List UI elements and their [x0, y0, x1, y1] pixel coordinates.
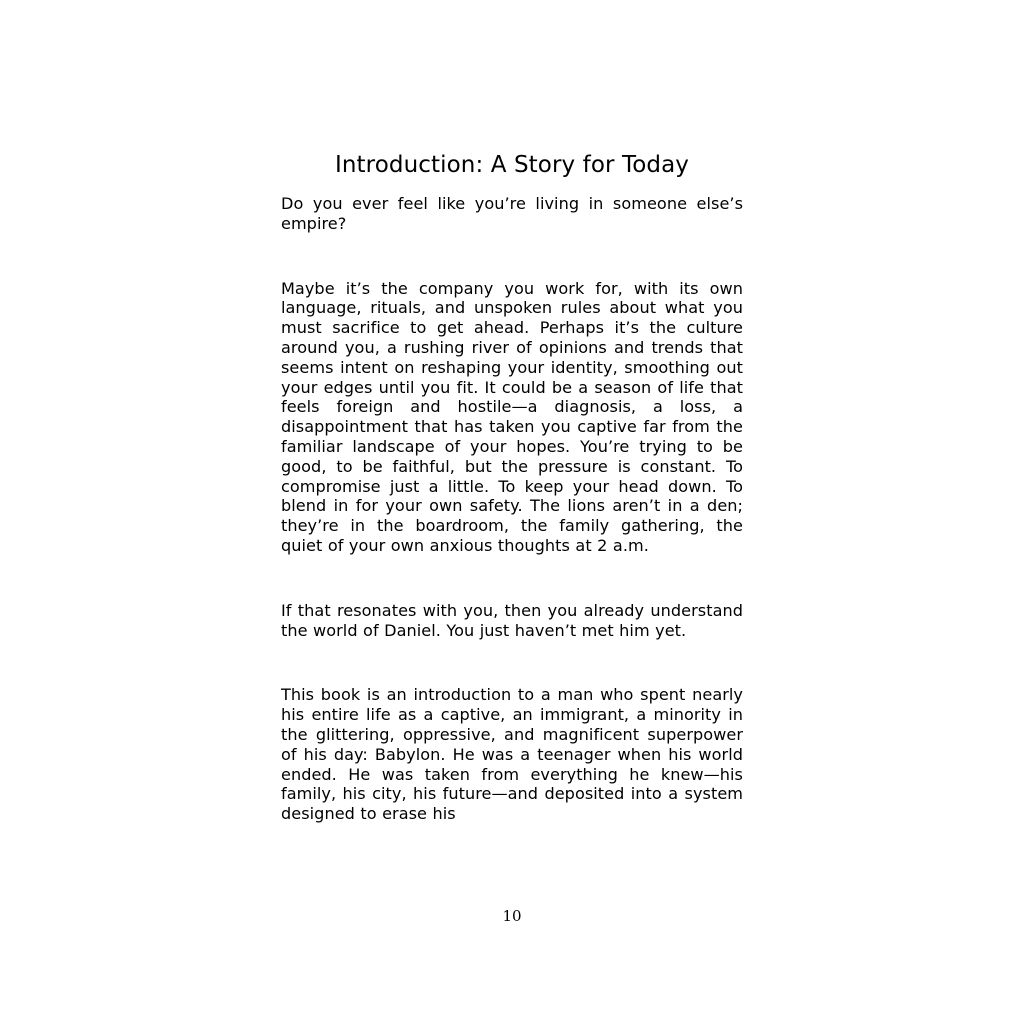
- chapter-title: Introduction: A Story for Today: [334, 152, 689, 178]
- page-body: [281, 150, 743, 824]
- paragraph-opening-question: Do you ever feel like you’re living in someone else’s empire?: [281, 194, 743, 233]
- paragraph-spacer: [281, 234, 743, 279]
- paragraph-spacer: [281, 556, 743, 601]
- paragraph-book-introduction: This book is an introduction to a man who spent nearly his entire life as a captive, an immigrant, a minority in the glittering, oppressive, and magnificent superpower of his day: Babylon. He was a teenager when his world ended. He was taken from everything he knew—his family, his city, his future—and deposited into a system designed to erase his: [281, 685, 743, 824]
- paragraph-spacer: [281, 640, 743, 685]
- paragraph-empire-examples: Maybe it’s the company you work for, with its own language, rituals, and unspoken rules about what you must sacrifice to get ahead. Perhaps it’s the culture around you, a rushing river of opinions and trends that seems intent on reshaping your identity, smoothing out your edges until you fit. It could be a season of life that feels foreign and hostile—a diagnosis, a loss, a disappointment that has taken you captive far from the familiar landscape of your hopes. You’re trying to be good, to be faithful, but the pressure is constant. To compromise just a little. To keep your head down. To blend in for your own safety. The lions aren’t in a den; they’re in the boardroom, the family gathering, the quiet of your own anxious thoughts at 2 a.m.: [281, 278, 743, 555]
- page-number: 10: [502, 907, 522, 925]
- paragraph-daniel-world: If that resonates with you, then you already understand the world of Daniel. You just haven’t met him yet.: [281, 600, 743, 640]
